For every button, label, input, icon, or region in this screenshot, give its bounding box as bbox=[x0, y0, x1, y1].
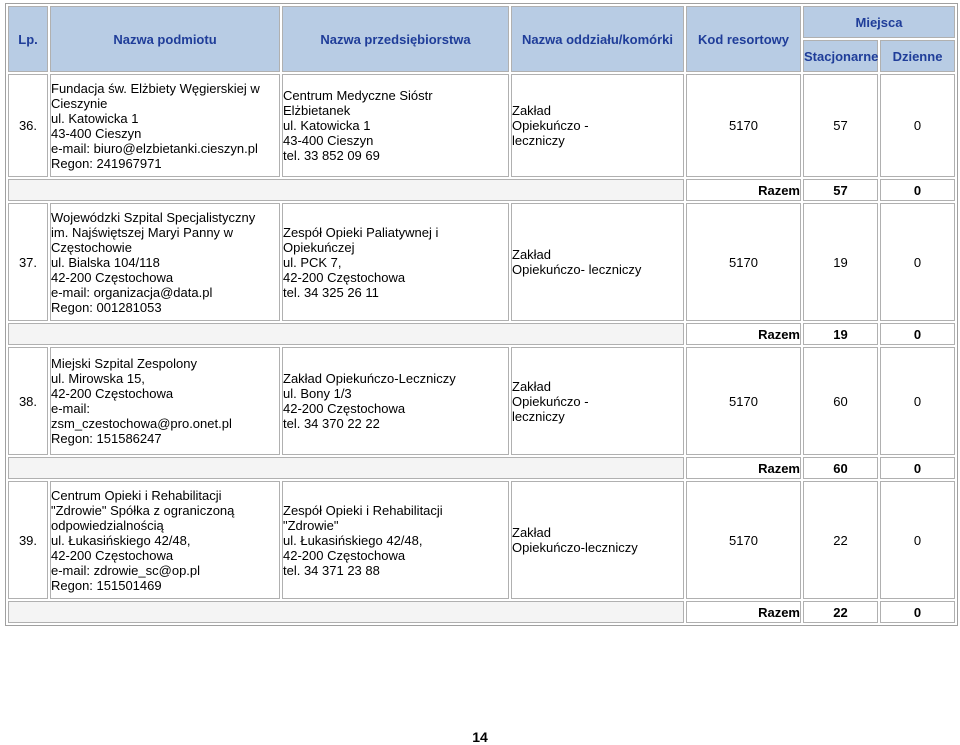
header-nazwa-podmiotu: Nazwa podmiotu bbox=[50, 6, 280, 72]
summary-row bbox=[8, 179, 955, 201]
summary-label: Razem bbox=[686, 457, 801, 479]
summary-dzienne: 0 bbox=[880, 323, 955, 345]
summary-dzienne: 0 bbox=[880, 457, 955, 479]
summary-row bbox=[8, 457, 955, 479]
row-dzienne: 0 bbox=[880, 347, 955, 455]
row-stacjonarne: 22 bbox=[803, 481, 878, 599]
row-oddzial: Zakład Opiekuńczo - leczniczy bbox=[511, 347, 684, 455]
header-stacjonarne: Stacjonarne bbox=[803, 40, 878, 72]
summary-dzienne: 0 bbox=[880, 601, 955, 623]
summary-stacjonarne: 57 bbox=[803, 179, 878, 201]
row-podmiot: Wojewódzki Szpital Specjalistyczny im. Najświętszej Maryi Panny w Częstochowie ul. Bialska 104/118 42-200 Częstochowa e-mail: organizacja@data.pl Regon: 001281053 bbox=[50, 203, 280, 321]
header-dzienne: Dzienne bbox=[880, 40, 955, 72]
row-podmiot: Fundacja św. Elżbiety Węgierskiej w Cieszynie ul. Katowicka 1 43-400 Cieszyn e-mail: biuro@elzbietanki.cieszyn.pl Regon: 241967971 bbox=[50, 74, 280, 177]
row-kod: 5170 bbox=[686, 203, 801, 321]
header-nazwa-przedsiebiorstwa: Nazwa przedsiębiorstwa bbox=[282, 6, 509, 72]
summary-stacjonarne: 22 bbox=[803, 601, 878, 623]
table-row bbox=[8, 347, 955, 455]
row-podmiot: Miejski Szpital Zespolony ul. Mirowska 15, 42-200 Częstochowa e-mail: zsm_czestochowa@pro.onet.pl Regon: 151586247 bbox=[50, 347, 280, 455]
summary-dzienne: 0 bbox=[880, 179, 955, 201]
row-kod: 5170 bbox=[686, 74, 801, 177]
header-kod-resortowy: Kod resortowy bbox=[686, 6, 801, 72]
row-podmiot: Centrum Opieki i Rehabilitacji "Zdrowie" Spółka z ograniczoną odpowiedzialnością ul. Łukasińskiego 42/48, 42-200 Częstochowa e-mail: zdrowie_sc@op.pl Regon: 151501469 bbox=[50, 481, 280, 599]
row-kod: 5170 bbox=[686, 481, 801, 599]
row-stacjonarne: 57 bbox=[803, 74, 878, 177]
header-nazwa-oddzialu: Nazwa oddziału/komórki bbox=[511, 6, 684, 72]
row-lp: 38. bbox=[8, 347, 48, 455]
row-dzienne: 0 bbox=[880, 481, 955, 599]
summary-label: Razem bbox=[686, 601, 801, 623]
row-lp: 37. bbox=[8, 203, 48, 321]
header-lp: Lp. bbox=[8, 6, 48, 72]
summary-row bbox=[8, 601, 955, 623]
row-oddzial: Zakład Opiekuńczo-leczniczy bbox=[511, 481, 684, 599]
summary-stacjonarne: 19 bbox=[803, 323, 878, 345]
row-oddzial: Zakład Opiekuńczo - leczniczy bbox=[511, 74, 684, 177]
row-kod: 5170 bbox=[686, 347, 801, 455]
row-dzienne: 0 bbox=[880, 74, 955, 177]
summary-stacjonarne: 60 bbox=[803, 457, 878, 479]
row-przedsiebiorstwo: Zakład Opiekuńczo-Leczniczy ul. Bony 1/3 42-200 Częstochowa tel. 34 370 22 22 bbox=[282, 347, 509, 455]
table-row bbox=[8, 203, 955, 321]
summary-label: Razem bbox=[686, 179, 801, 201]
summary-label: Razem bbox=[686, 323, 801, 345]
row-przedsiebiorstwo: Zespół Opieki i Rehabilitacji "Zdrowie" ul. Łukasińskiego 42/48, 42-200 Częstochowa tel. 34 371 23 88 bbox=[282, 481, 509, 599]
row-przedsiebiorstwo: Centrum Medyczne Sióstr Elżbietanek ul. Katowicka 1 43-400 Cieszyn tel. 33 852 09 69 bbox=[282, 74, 509, 177]
row-lp: 39. bbox=[8, 481, 48, 599]
header-miejsca: Miejsca bbox=[803, 6, 955, 38]
facilities-table bbox=[5, 3, 958, 626]
row-oddzial: Zakład Opiekuńczo- leczniczy bbox=[511, 203, 684, 321]
row-lp: 36. bbox=[8, 74, 48, 177]
row-dzienne: 0 bbox=[880, 203, 955, 321]
row-stacjonarne: 60 bbox=[803, 347, 878, 455]
row-stacjonarne: 19 bbox=[803, 203, 878, 321]
table-row bbox=[8, 481, 955, 599]
table-row bbox=[8, 74, 955, 177]
summary-row bbox=[8, 323, 955, 345]
row-przedsiebiorstwo: Zespół Opieki Paliatywnej i Opiekuńczej ul. PCK 7, 42-200 Częstochowa tel. 34 325 26 11 bbox=[282, 203, 509, 321]
page-number: 14 bbox=[472, 729, 488, 745]
